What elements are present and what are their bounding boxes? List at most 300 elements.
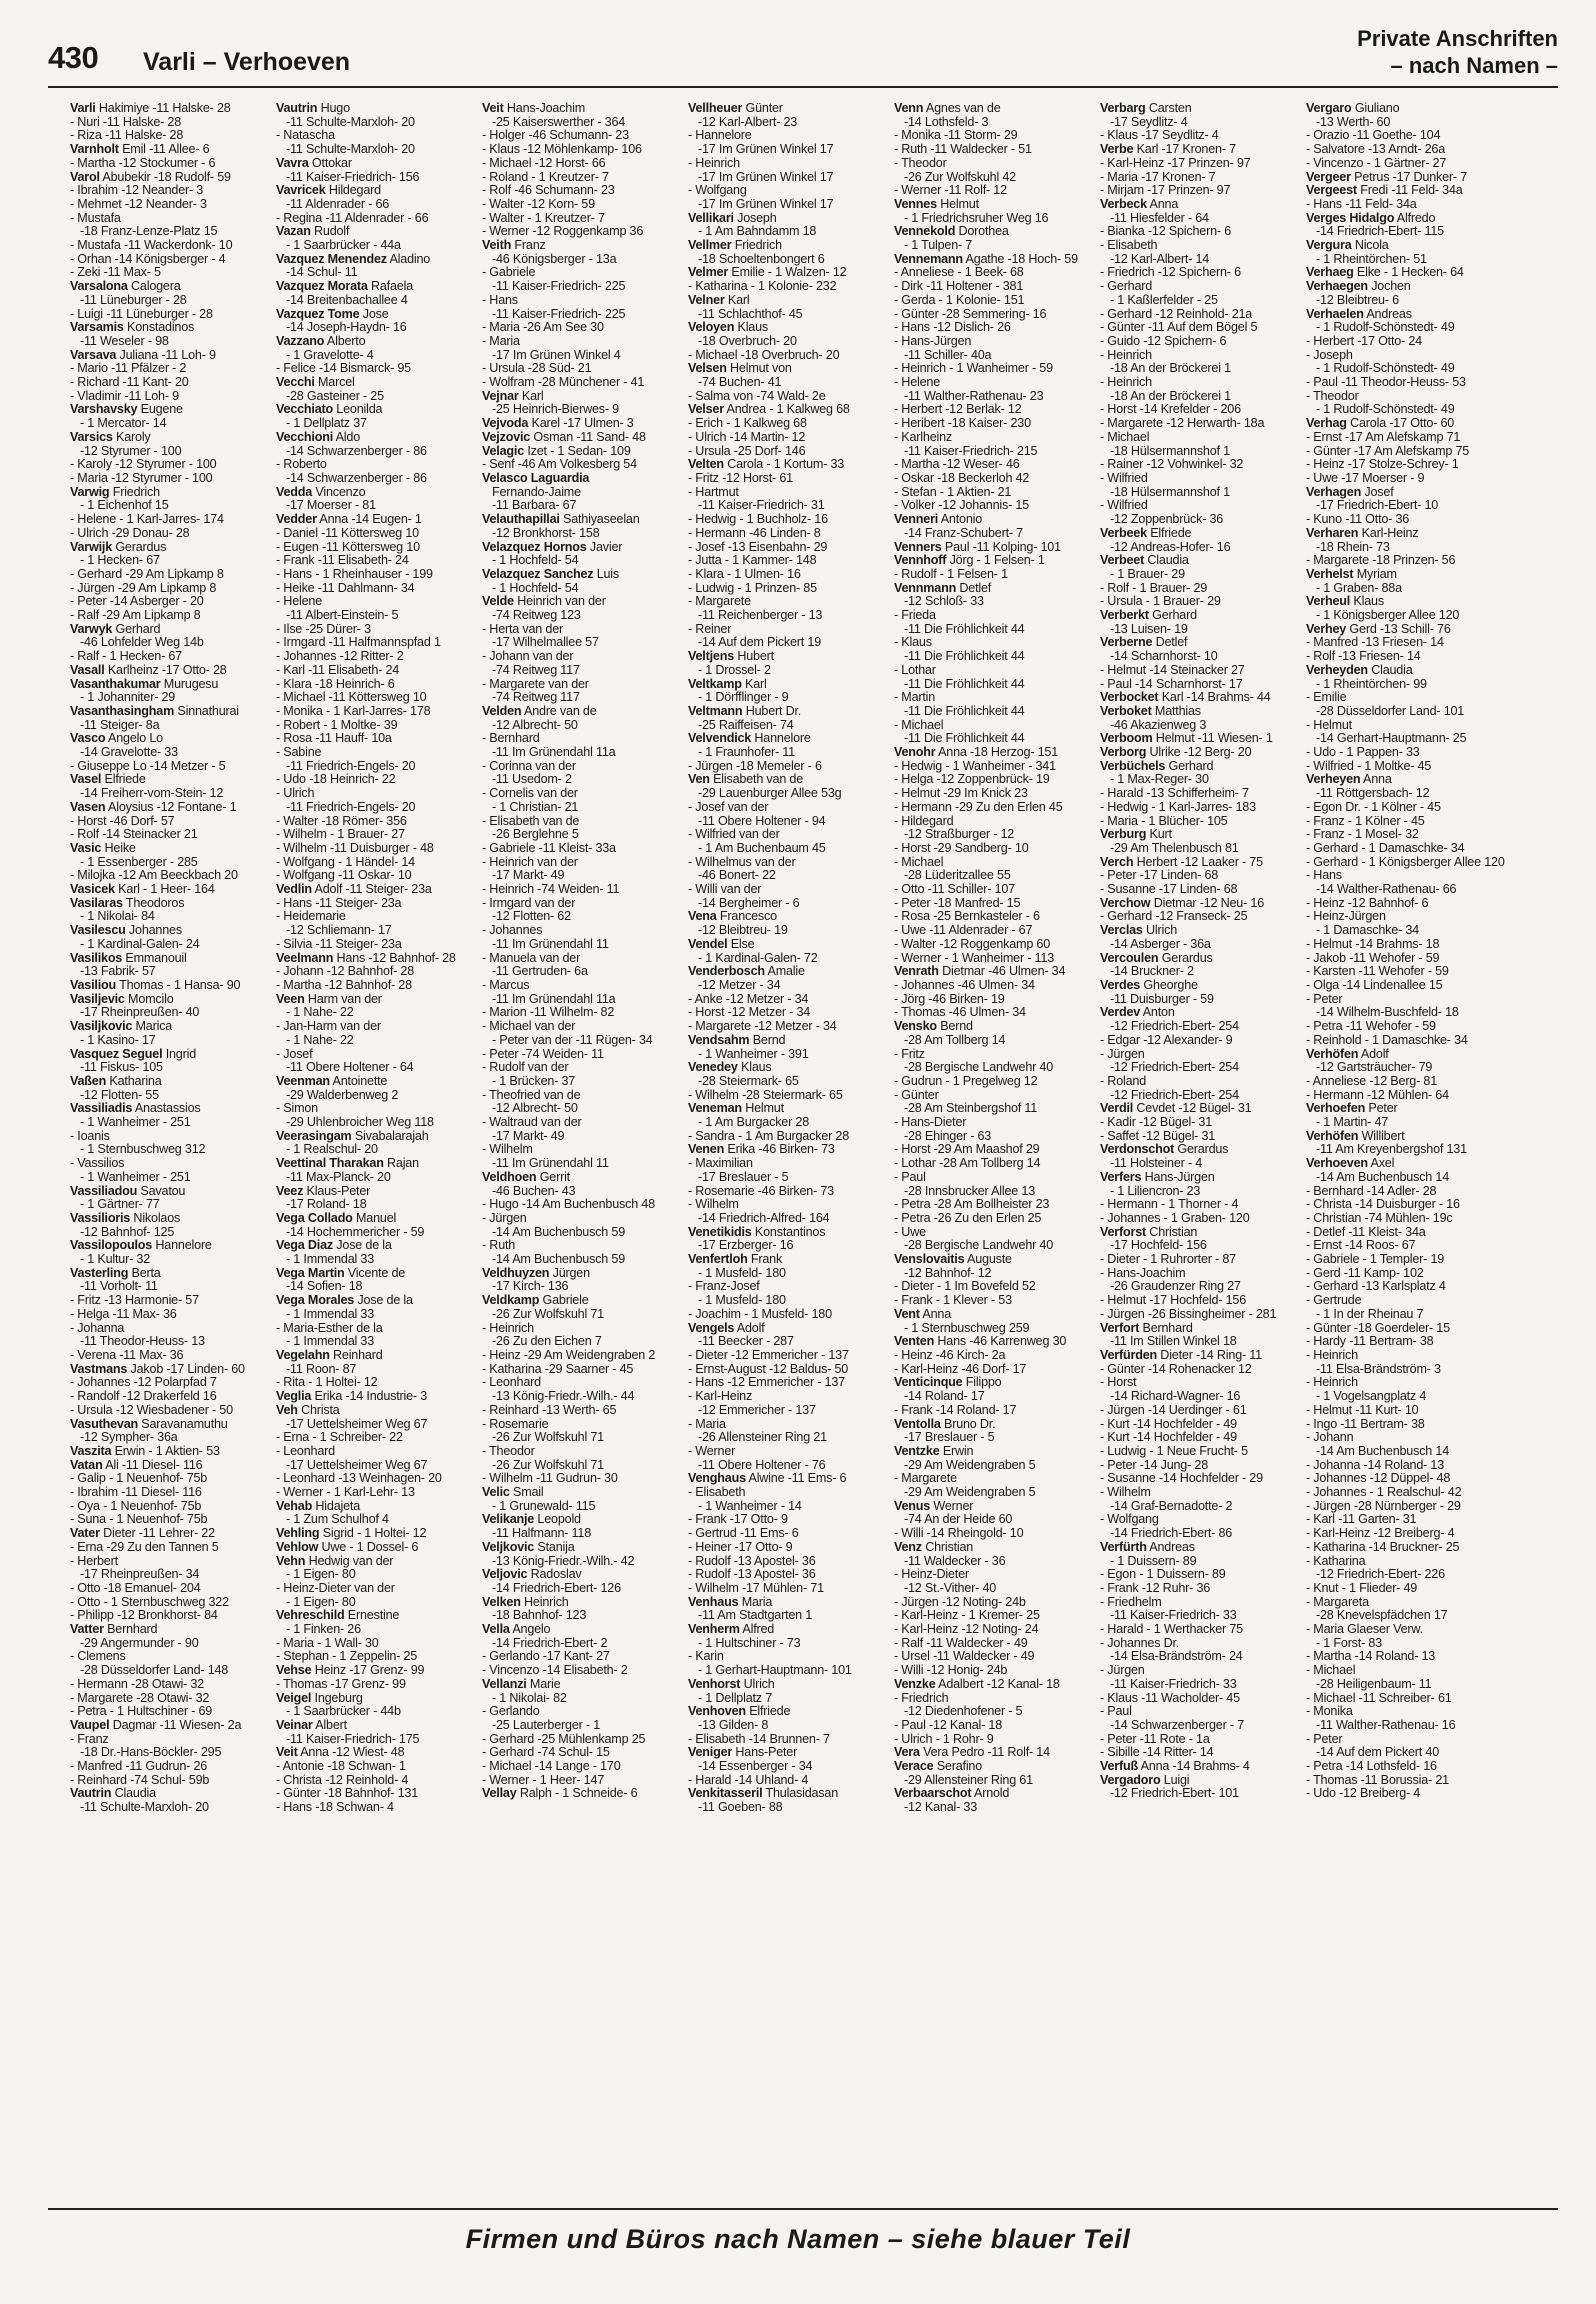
directory-entry	[68, 760, 272, 774]
entry-text: -11 Im Grünendahl 11	[492, 1156, 609, 1171]
entry-text: - 1 Gravelotte- 4	[286, 347, 374, 362]
entry-text: Juliana -11 Loh- 9	[116, 347, 216, 362]
directory-entry	[1098, 472, 1302, 486]
directory-entry	[274, 458, 478, 472]
directory-entry	[68, 212, 272, 226]
surname: Vergeer	[1306, 169, 1351, 184]
surname: Veniger	[688, 1745, 733, 1760]
entry-text: Gerhard	[1165, 758, 1214, 773]
entry-text: -14 Am Buchenbusch 59	[492, 1252, 626, 1267]
directory-entry	[274, 1089, 478, 1103]
directory-entry	[480, 609, 684, 623]
entry-text: - Helga -12 Zoppenbrück- 19	[894, 772, 1050, 787]
directory-entry	[274, 938, 478, 952]
entry-text: - Werner -12 Roggenkamp 36	[482, 224, 644, 239]
surname: Vellikari	[688, 210, 734, 225]
directory-entry	[480, 1335, 684, 1349]
surname: Velser	[688, 402, 724, 417]
entry-text: -74 Reitweg 123	[492, 608, 581, 623]
entry-text: - Heinz -17 Stolze-Schrey- 1	[1306, 457, 1459, 472]
surname: Vedda	[276, 484, 313, 499]
directory-entry	[686, 595, 890, 609]
directory-entry	[480, 1418, 684, 1432]
entry-text: - 1 Immendal 33	[286, 1306, 374, 1321]
surname: Vaupel	[70, 1717, 110, 1732]
surname: Vassilopoulos	[70, 1238, 153, 1253]
directory-entry	[68, 184, 272, 198]
entry-text: - Paul -12 Kanal- 18	[894, 1717, 1003, 1732]
directory-entry	[68, 1637, 272, 1651]
entry-text: - Salvatore -13 Arndt- 26a	[1306, 142, 1446, 157]
entry-text: - Klaus -17 Seydlitz- 4	[1100, 128, 1219, 143]
entry-text: - Hedwig - 1 Buchholz- 16	[688, 512, 828, 527]
entry-text: - Michael van der	[482, 1019, 576, 1034]
surname: Vehab	[276, 1498, 313, 1513]
entry-text: - Helmut -29 Im Knick 23	[894, 786, 1028, 801]
directory-entry	[686, 1390, 890, 1404]
entry-text: - Erna -29 Zu den Tannen 5	[70, 1539, 219, 1554]
entry-text: Luigi	[1160, 1772, 1190, 1787]
directory-entry	[1098, 308, 1302, 322]
directory-entry	[1304, 1404, 1508, 1418]
directory-entry	[274, 1637, 478, 1651]
directory-entry	[686, 801, 890, 815]
entry-text: - Ibrahim -12 Neander- 3	[70, 183, 204, 198]
entry-text: Bernd	[936, 1019, 973, 1034]
directory-entry	[1098, 815, 1302, 829]
entry-text: - Ilse -25 Dürer- 3	[276, 621, 371, 636]
directory-entry	[1304, 1582, 1508, 1596]
directory-entry	[274, 773, 478, 787]
directory-entry	[686, 1678, 890, 1692]
directory-entry	[1098, 842, 1302, 856]
directory-entry	[892, 458, 1096, 472]
entry-text: Elisabeth van de	[709, 772, 804, 787]
entry-text: Elfriede	[101, 772, 146, 787]
directory-entry	[274, 1157, 478, 1171]
entry-text: -11 Die Fröhlichkeit 44	[904, 649, 1025, 664]
directory-entry	[686, 993, 890, 1007]
directory-entry	[68, 472, 272, 486]
entry-text: - Fritz	[894, 1046, 925, 1061]
directory-entry	[892, 1171, 1096, 1185]
directory-entry	[686, 431, 890, 445]
entry-text: -11 Im Grünendahl 11a	[492, 745, 616, 760]
directory-entry	[480, 1568, 684, 1582]
entry-text: Erwin	[939, 1443, 974, 1458]
directory-entry	[1304, 636, 1508, 650]
directory-entry	[480, 1349, 684, 1363]
directory-entry	[892, 897, 1096, 911]
directory-entry	[274, 719, 478, 733]
entry-text: - Günter -28 Semmering- 16	[894, 306, 1047, 321]
surname: Verboket	[1100, 703, 1152, 718]
directory-entry	[686, 1171, 890, 1185]
directory-entry	[892, 445, 1096, 459]
directory-entry	[686, 568, 890, 582]
entry-text: Berta	[128, 1265, 161, 1280]
directory-entry	[1098, 1513, 1302, 1527]
entry-text: - Rosemarie	[482, 1416, 549, 1431]
entry-text: - Ernst-August -12 Baldus- 50	[688, 1361, 849, 1376]
entry-text: -11 Kaiser-Friedrich- 156	[286, 169, 420, 184]
entry-text: - Karl -11 Elisabeth- 24	[276, 662, 400, 677]
entry-text: Karoly	[112, 429, 151, 444]
directory-entry	[480, 965, 684, 979]
entry-text: - Gerhard -29 Am Lipkamp 8	[70, 566, 224, 581]
surname: Ventolla	[894, 1416, 941, 1431]
entry-text: -25 Raiffeisen- 74	[698, 717, 794, 732]
entry-text: Rajan	[383, 1156, 419, 1171]
directory-entry	[274, 513, 478, 527]
entry-text: -13 Gilden- 8	[698, 1717, 769, 1732]
entry-text: - Udo - 1 Pappen- 33	[1306, 745, 1420, 760]
directory-entry	[1304, 595, 1508, 609]
directory-entry	[274, 253, 478, 267]
entry-text: - Katharina -14 Bruckner- 25	[1306, 1539, 1460, 1554]
directory-entry	[1098, 1555, 1302, 1569]
directory-entry	[686, 869, 890, 883]
directory-entry	[480, 1006, 684, 1020]
directory-entry	[892, 1692, 1096, 1706]
directory-entry	[686, 403, 890, 417]
entry-text: - Ursula - 1 Brauer- 29	[1100, 594, 1221, 609]
directory-entry	[892, 979, 1096, 993]
directory-entry	[686, 198, 890, 212]
entry-text: - 1 Johanniter- 29	[80, 690, 176, 705]
entry-text: -17 Friedrich-Ebert- 10	[1316, 498, 1439, 513]
directory-entry	[480, 376, 684, 390]
directory-entry	[1098, 1020, 1302, 1034]
entry-text: - Heidemarie	[276, 909, 346, 924]
directory-entry	[686, 952, 890, 966]
surname: Veljovic	[482, 1567, 528, 1582]
entry-text: - Uwe -11 Aldenrader - 67	[894, 923, 1033, 938]
entry-text: - Hans-Joachim	[1100, 1265, 1186, 1280]
entry-text: - Stefan - 1 Aktien- 21	[894, 484, 1012, 499]
entry-text: -26 Berglehne 5	[492, 827, 579, 842]
entry-text: - Robert - 1 Moltke- 39	[276, 717, 398, 732]
entry-text: - Karlheinz	[894, 429, 952, 444]
directory-entry	[68, 1787, 272, 1801]
entry-text: - Waltraud van der	[482, 1115, 582, 1130]
surname: Venus	[894, 1498, 931, 1513]
entry-text: - Rolf -46 Schumann- 23	[482, 183, 615, 198]
entry-text: - Regina -11 Aldenrader - 66	[276, 210, 429, 225]
entry-text: - Katharina	[1306, 1553, 1366, 1568]
entry-text: Harm van der	[304, 991, 382, 1006]
entry-text: Hans-Peter	[732, 1745, 798, 1760]
entry-text: - Hartmut	[688, 484, 739, 499]
directory-entry	[1098, 1774, 1302, 1788]
entry-text: - Johannes -12 Polarpfad 7	[70, 1375, 217, 1390]
entry-text: Hubert	[734, 649, 774, 664]
entry-text: - Nuri -11 Halske- 28	[70, 114, 182, 129]
directory-entry	[892, 335, 1096, 349]
directory-entry	[892, 609, 1096, 623]
directory-entry	[1304, 1431, 1508, 1445]
directory-entry	[686, 691, 890, 705]
surname: Vautrin	[276, 102, 318, 115]
entry-text: - Günter -18 Goerdeler- 15	[1306, 1320, 1450, 1335]
directory-entry	[686, 1130, 890, 1144]
surname: Ventzke	[894, 1443, 940, 1458]
directory-entry	[1304, 582, 1508, 596]
entry-text: - Johanna -14 Roland- 13	[1306, 1457, 1445, 1472]
directory-entry	[1098, 513, 1302, 527]
directory-entry	[686, 1733, 890, 1747]
directory-entry	[892, 1349, 1096, 1363]
directory-entry	[480, 321, 684, 335]
entry-text: - Hildegard	[894, 813, 954, 828]
directory-entry	[686, 129, 890, 143]
entry-text: - 1 Wanheimer - 251	[80, 1115, 191, 1130]
entry-text: - Petra -28 Am Bollheister 23	[894, 1197, 1050, 1212]
directory-entry	[274, 212, 478, 226]
entry-text: - Thomas -17 Grenz- 99	[276, 1676, 406, 1691]
entry-text: Hans-Joachim	[503, 102, 585, 115]
directory-entry	[686, 1486, 890, 1500]
entry-text: Heike	[101, 840, 136, 855]
directory-entry	[68, 308, 272, 322]
entry-text: -11 Reichenberger - 13	[698, 608, 823, 623]
directory-entry	[892, 1596, 1096, 1610]
surname: Veinar	[276, 1717, 313, 1732]
entry-text: - 1 Dellplatz 7	[698, 1690, 772, 1705]
entry-text: -17 Breslauer - 5	[904, 1430, 995, 1445]
entry-text: - Giuseppe Lo -14 Metzer - 5	[70, 758, 226, 773]
entry-text: -17 Erzberger- 16	[698, 1238, 794, 1253]
entry-text: -11 Weseler - 98	[80, 333, 169, 348]
entry-text: -12 Styrumer - 100	[80, 443, 182, 458]
entry-text: - Jörg -46 Birken- 19	[894, 991, 1005, 1006]
directory-entry	[1098, 897, 1302, 911]
directory-entry	[480, 678, 684, 692]
directory-entry	[1304, 198, 1508, 212]
directory-entry	[480, 499, 684, 513]
directory-entry	[1304, 1363, 1508, 1377]
entry-text: - Heinz-Dieter	[894, 1567, 969, 1582]
entry-text: - Irmgard -11 Halfmannspfad 1	[276, 635, 441, 650]
directory-entry	[68, 1582, 272, 1596]
entry-text: Ulrich	[740, 1676, 775, 1691]
directory-entry	[480, 116, 684, 130]
entry-text: - 1 Kardinal-Galen- 24	[80, 936, 200, 951]
entry-text: - Günter -18 Bahnhof- 131	[276, 1786, 419, 1801]
directory-entry	[68, 1280, 272, 1294]
entry-text: -17 Im Grünen Winkel 17	[698, 196, 834, 211]
directory-entry	[274, 1500, 478, 1514]
directory-entry	[274, 1020, 478, 1034]
directory-entry	[68, 1143, 272, 1157]
entry-text: - Peter -74 Weiden- 11	[482, 1046, 604, 1061]
directory-entry	[480, 1733, 684, 1747]
directory-entry	[1098, 650, 1302, 664]
surname: Veltjens	[688, 649, 735, 664]
directory-entry	[480, 595, 684, 609]
entry-text: Emilie - 1 Walzen- 12	[728, 265, 847, 280]
directory-entry	[274, 815, 478, 829]
entry-text: Detlef	[956, 580, 992, 595]
directory-entry	[1304, 554, 1508, 568]
entry-text: - Heinrich van der	[482, 854, 578, 869]
directory-entry	[274, 856, 478, 870]
entry-text: Adalbert -12 Kanal- 18	[935, 1676, 1060, 1691]
directory-entry	[892, 1130, 1096, 1144]
entry-text: - Michael	[1306, 1663, 1356, 1678]
entry-text: - Margarete -12 Herwarth- 18a	[1100, 416, 1265, 431]
directory-entry	[480, 1541, 684, 1555]
entry-text: -12 Diedenhofener - 5	[904, 1704, 1023, 1719]
directory-entry	[274, 1267, 478, 1281]
directory-entry	[480, 1404, 684, 1418]
directory-entry	[892, 1376, 1096, 1390]
entry-text: -11 Schulte-Marxloh- 20	[286, 114, 415, 129]
directory-entry	[1304, 472, 1508, 486]
directory-entry	[1304, 184, 1508, 198]
directory-entry	[686, 924, 890, 938]
directory-entry	[686, 1719, 890, 1733]
entry-text: -17 Breslauer - 5	[698, 1169, 789, 1184]
directory-entry	[892, 1226, 1096, 1240]
directory-entry	[1098, 1253, 1302, 1267]
entry-text: -14 Essenberger - 34	[698, 1759, 813, 1774]
surname: Veettinal Tharakan	[276, 1156, 384, 1171]
entry-text: Josef	[1361, 484, 1394, 499]
entry-text: Stanija	[534, 1539, 575, 1554]
directory-entry	[68, 1171, 272, 1185]
directory-entry	[480, 1787, 684, 1801]
entry-text: - Karl-Heinz -12 Breiberg- 4	[1306, 1526, 1455, 1541]
entry-text: - Katharina -29 Saarner - 45	[482, 1361, 634, 1376]
directory-entry	[1304, 1034, 1508, 1048]
directory-entry	[1098, 143, 1302, 157]
entry-text: - Elisabeth	[1100, 238, 1158, 253]
directory-entry	[480, 472, 684, 486]
entry-text: -11 Roon- 87	[286, 1361, 357, 1376]
surname: Ven	[688, 772, 710, 787]
directory-entry	[274, 1459, 478, 1473]
directory-entry	[274, 472, 478, 486]
directory-entry	[480, 157, 684, 171]
surname: Varsics	[70, 429, 113, 444]
entry-text: Alfred	[739, 1622, 775, 1637]
entry-text: - 1 Forst- 83	[1316, 1635, 1382, 1650]
entry-text: - Wolfgang -11 Oskar- 10	[276, 868, 412, 883]
entry-text: Emil -11 Allee- 6	[118, 142, 210, 157]
directory-entry	[1304, 1322, 1508, 1336]
entry-text: Anna -18 Herzog- 151	[935, 745, 1059, 760]
entry-text: Ingrid	[162, 1046, 197, 1061]
directory-entry	[1304, 445, 1508, 459]
directory-entry	[892, 1157, 1096, 1171]
entry-text: - Ralf - 1 Hecken- 67	[70, 649, 182, 664]
entry-text: - Horst -14 Krefelder - 206	[1100, 402, 1241, 417]
entry-text: - Karl-Heinz -17 Prinzen- 97	[1100, 155, 1251, 170]
entry-text: -11 Holsteiner - 4	[1110, 1156, 1203, 1171]
directory-entry	[480, 952, 684, 966]
directory-entry	[480, 541, 684, 555]
entry-text: - Helene	[276, 594, 323, 609]
directory-entry	[892, 787, 1096, 801]
surname: Venners	[894, 539, 942, 554]
directory-entry	[480, 1308, 684, 1322]
directory-entry	[274, 198, 478, 212]
entry-text: Jakob -17 Linden- 60	[127, 1361, 245, 1376]
directory-entry	[892, 390, 1096, 404]
entry-text: -29 Allensteiner Ring 61	[904, 1772, 1033, 1787]
directory-entry	[1098, 445, 1302, 459]
directory-entry	[68, 431, 272, 445]
entry-text: - Michael -18 Overbruch- 20	[688, 347, 840, 362]
entry-text: -29 Am Weidengraben 5	[904, 1457, 1036, 1472]
entry-text: - Wolfgang	[688, 183, 747, 198]
directory-entry	[274, 993, 478, 1007]
directory-entry	[274, 1226, 478, 1240]
directory-entry	[480, 897, 684, 911]
directory-entry	[892, 993, 1096, 1007]
directory-entry	[892, 541, 1096, 555]
entry-text: - Jürgen -28 Nürnberger - 29	[1306, 1498, 1461, 1513]
entry-text: -12 Bleibtreu- 6	[1316, 292, 1399, 307]
directory-entry	[1098, 1185, 1302, 1199]
entry-text: - Werner	[688, 1443, 736, 1458]
entry-text: - Hans -11 Steiger- 23a	[276, 895, 402, 910]
entry-text: - Gerhard -12 Franseck- 25	[1100, 909, 1248, 924]
entry-text: Hans -12 Bahnhof- 28	[333, 950, 456, 965]
entry-text: - Gerlando -17 Kant- 27	[482, 1649, 610, 1664]
directory-entry	[1304, 1212, 1508, 1226]
entry-text: - Ulrich	[276, 786, 315, 801]
directory-entry	[274, 1308, 478, 1322]
entry-text: - Karl -11 Garten- 31	[1306, 1512, 1417, 1527]
surname: Verbüchels	[1100, 758, 1166, 773]
directory-entry	[1304, 171, 1508, 185]
directory-entry	[274, 883, 478, 897]
section-subtitle: – nach Namen –	[1390, 53, 1558, 78]
directory-entry	[68, 1048, 272, 1062]
entry-text: - Verena -11 Max- 36	[70, 1347, 184, 1362]
directory-entry	[892, 1089, 1096, 1103]
entry-text: -74 Reitweg 117	[492, 662, 580, 677]
entry-text: -14 Am Buchenbusch 14	[1316, 1443, 1450, 1458]
surname: Vasiliou	[70, 978, 116, 992]
directory-entry	[892, 171, 1096, 185]
entry-text: -12 Albrecht- 50	[492, 1101, 578, 1116]
directory-entry	[1304, 157, 1508, 171]
entry-text: - Gertrude	[1306, 1293, 1362, 1308]
directory-entry	[1304, 828, 1508, 842]
directory-entry	[1098, 869, 1302, 883]
entry-text: - 1 Grunewald- 115	[492, 1498, 596, 1513]
entry-text: - Maria - 1 Wall- 30	[276, 1635, 379, 1650]
entry-text: Friedrich	[109, 484, 160, 499]
entry-text: -14 Friedrich-Ebert- 115	[1316, 224, 1444, 239]
directory-entry	[1098, 979, 1302, 993]
surname: Verhey	[1306, 621, 1347, 636]
entry-text: - Wilhelmus van der	[688, 854, 796, 869]
directory-entry	[480, 1034, 684, 1048]
entry-text: - Joseph	[1306, 347, 1353, 362]
entry-text: - Frank -14 Roland- 17	[894, 1402, 1017, 1417]
directory-entry	[274, 294, 478, 308]
entry-text: - 1 Kultur- 32	[80, 1252, 150, 1267]
directory-entry	[274, 1116, 478, 1130]
footer-divider	[48, 2208, 1558, 2210]
surname: Vellheuer	[688, 102, 743, 115]
directory-entry	[892, 486, 1096, 500]
directory-entry	[68, 1555, 272, 1569]
